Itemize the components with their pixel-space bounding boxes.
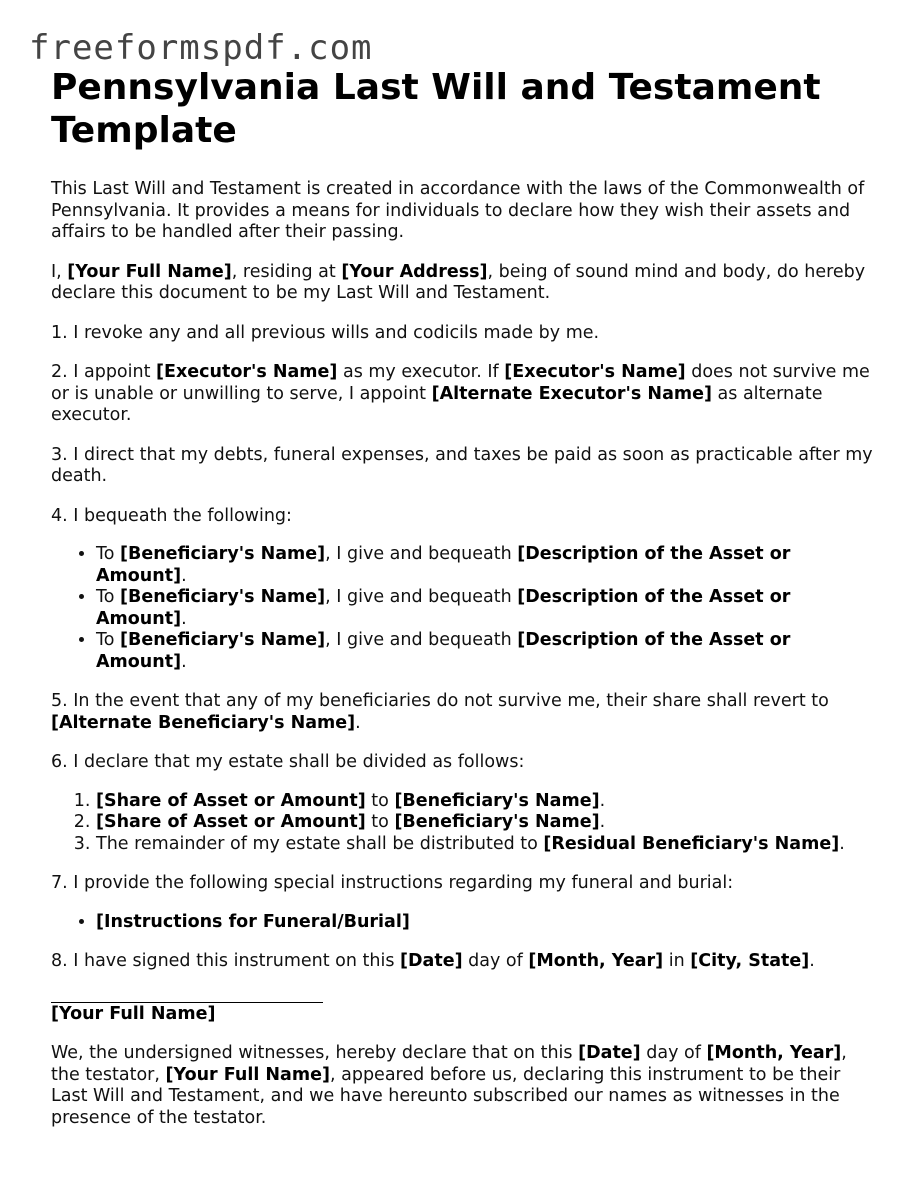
list-item: • To [Beneficiary's Name], I give and bequeath [Description of the Asset or Amount]. <box>96 587 881 630</box>
residual-beneficiary-placeholder: [Residual Beneficiary's Name] <box>543 833 840 854</box>
witness-paragraph: We, the undersigned witnesses, hereby declare that on this [Date] day of [Month, Year], the testator, [Your Full Name], appeared before us, declaring this instrument to be their Last Will and Testament, and we have hereunto subscribed our names as witnesses in the presence of the testator. <box>51 1043 847 1128</box>
asset-placeholder: [Description of the Asset or Amount] <box>96 630 791 672</box>
intro-paragraph: This Last Will and Testament is created in accordance with the laws of the Commonwealth of Pennsylvania. It provides a means for individuals to declare how they wish their assets and affairs to be handled after their passing. <box>51 179 865 242</box>
full-name-placeholder: [Your Full Name] <box>165 1064 330 1085</box>
month-year-placeholder: [Month, Year] <box>706 1043 842 1063</box>
month-year-placeholder: [Month, Year] <box>528 951 664 971</box>
beneficiary-placeholder: [Beneficiary's Name] <box>120 630 326 650</box>
date-placeholder: [Date] <box>578 1043 641 1063</box>
share-placeholder: [Share of Asset or Amount] <box>96 812 366 832</box>
asset-placeholder: [Description of the Asset or Amount] <box>96 544 791 586</box>
bequest-list <box>51 544 881 673</box>
list-item: • To [Beneficiary's Name], I give and bequeath [Description of the Asset or Amount]. <box>96 544 881 587</box>
beneficiary-placeholder: [Beneficiary's Name] <box>394 812 600 832</box>
document-body <box>51 66 881 1129</box>
clause-7: 7. I provide the following special instructions regarding my funeral and burial: <box>51 873 734 893</box>
city-state-placeholder: [City, State] <box>690 951 810 971</box>
clause-2: 2. I appoint [Executor's Name] as my executor. If [Executor's Name] does not survive me or is unable or unwilling to serve, I appoint [Alternate Executor's Name] as alternate executor. <box>51 362 870 425</box>
funeral-instructions-list <box>51 912 881 934</box>
clause-5: 5. In the event that any of my beneficiaries do not survive me, their share shall revert to [Alternate Beneficiary's Name]. <box>51 691 829 733</box>
asset-placeholder: [Description of the Asset or Amount] <box>96 587 791 629</box>
list-item: 1. [Share of Asset or Amount] to [Beneficiary's Name]. <box>96 791 881 813</box>
page-title: Pennsylvania Last Will and Testament Template <box>51 67 821 151</box>
address-placeholder: [Your Address] <box>341 261 488 282</box>
beneficiary-placeholder: [Beneficiary's Name] <box>394 790 600 811</box>
watermark: freeformspdf.com <box>29 28 373 68</box>
executor-placeholder: [Executor's Name] <box>504 362 686 382</box>
list-item: 2. [Share of Asset or Amount] to [Beneficiary's Name]. <box>96 812 881 834</box>
alternate-beneficiary-placeholder: [Alternate Beneficiary's Name] <box>51 712 356 733</box>
clause-3: 3. I direct that my debts, funeral expenses, and taxes be paid as soon as practicable after my death. <box>51 444 873 486</box>
share-placeholder: [Share of Asset or Amount] <box>96 790 366 811</box>
signature-line <box>51 1002 323 1003</box>
funeral-instructions-placeholder: [Instructions for Funeral/Burial] <box>96 911 410 932</box>
clause-1: 1. I revoke any and all previous wills and codicils made by me. <box>51 322 600 343</box>
declaration-paragraph: I, [Your Full Name], residing at [Your Address], being of sound mind and body, do hereby declare this document to be my Last Will and Testament. <box>51 261 866 303</box>
estate-division-list <box>51 791 881 856</box>
date-placeholder: [Date] <box>400 951 463 971</box>
beneficiary-placeholder: [Beneficiary's Name] <box>120 587 326 607</box>
beneficiary-placeholder: [Beneficiary's Name] <box>120 544 326 564</box>
clause-4: 4. I bequeath the following: <box>51 505 292 526</box>
clause-8: 8. I have signed this instrument on this [Date] day of [Month, Year] in [City, State]. <box>51 951 815 971</box>
signature-name: [Your Full Name] <box>51 1003 216 1024</box>
full-name-placeholder: [Your Full Name] <box>67 261 232 282</box>
alternate-executor-placeholder: [Alternate Executor's Name] <box>431 383 712 404</box>
list-item <box>96 912 881 934</box>
executor-placeholder: [Executor's Name] <box>156 362 338 382</box>
clause-6: 6. I declare that my estate shall be divided as follows: <box>51 752 525 772</box>
list-item: 3. The remainder of my estate shall be distributed to [Residual Beneficiary's Name]. <box>96 834 881 856</box>
list-item: • To [Beneficiary's Name], I give and bequeath [Description of the Asset or Amount]. <box>96 630 881 673</box>
